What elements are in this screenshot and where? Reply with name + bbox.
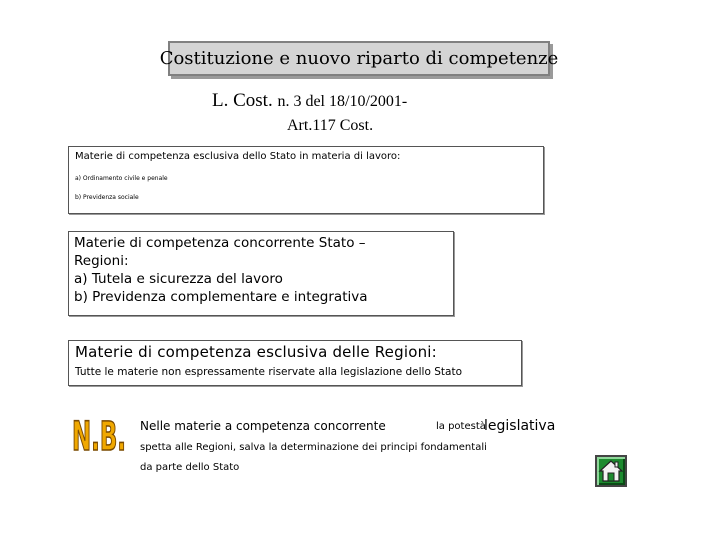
slide-title-text: Costituzione e nuovo riparto di competenze bbox=[159, 48, 559, 69]
concurrent-item-a: a) Tutela e sicurezza del lavoro bbox=[74, 271, 283, 287]
nb-text-5: da parte dello Stato bbox=[140, 462, 240, 473]
law-reference-main: L. Cost. bbox=[212, 90, 273, 111]
article-reference: Art.117 Cost. bbox=[287, 117, 374, 134]
concurrent-item-b: b) Previdenza complementare e integrativa bbox=[74, 289, 368, 305]
exclusive-regions-sub: Tutte le materie non espressamente riservate alla legislazione dello Stato bbox=[75, 366, 462, 378]
exclusive-state-heading: Materie di competenza esclusiva dello Stato in materia di lavoro: bbox=[75, 151, 401, 162]
law-reference bbox=[212, 90, 407, 112]
exclusive-regions-box bbox=[68, 340, 522, 386]
nb-text-1: Nelle materie a competenza concorrente bbox=[140, 419, 386, 433]
slide-title bbox=[159, 41, 559, 76]
concurrent-line-1: Materie di competenza concorrente Stato – bbox=[74, 235, 366, 251]
nb-text-2: la potestà bbox=[436, 421, 486, 432]
exclusive-state-box bbox=[68, 146, 544, 214]
nb-logo-text: N.B. bbox=[72, 414, 126, 461]
concurrent-box bbox=[68, 231, 454, 316]
exclusive-state-item-a: a) Ordinamento civile e penale bbox=[75, 175, 168, 182]
home-button[interactable] bbox=[595, 455, 627, 487]
law-reference-number: n. 3 del 18/10/2001- bbox=[277, 93, 408, 110]
exclusive-state-item-b: b) Previdenza sociale bbox=[75, 194, 139, 201]
exclusive-regions-heading: Materie di competenza esclusiva delle Regioni: bbox=[75, 343, 437, 361]
nb-text-4: spetta alle Regioni, salva la determinazione dei principi fondamentali bbox=[140, 442, 487, 453]
concurrent-line-2: Regioni: bbox=[74, 253, 129, 269]
home-icon bbox=[597, 457, 625, 485]
nb-text-3: legislativa bbox=[484, 418, 556, 434]
nb-logo bbox=[70, 406, 128, 461]
